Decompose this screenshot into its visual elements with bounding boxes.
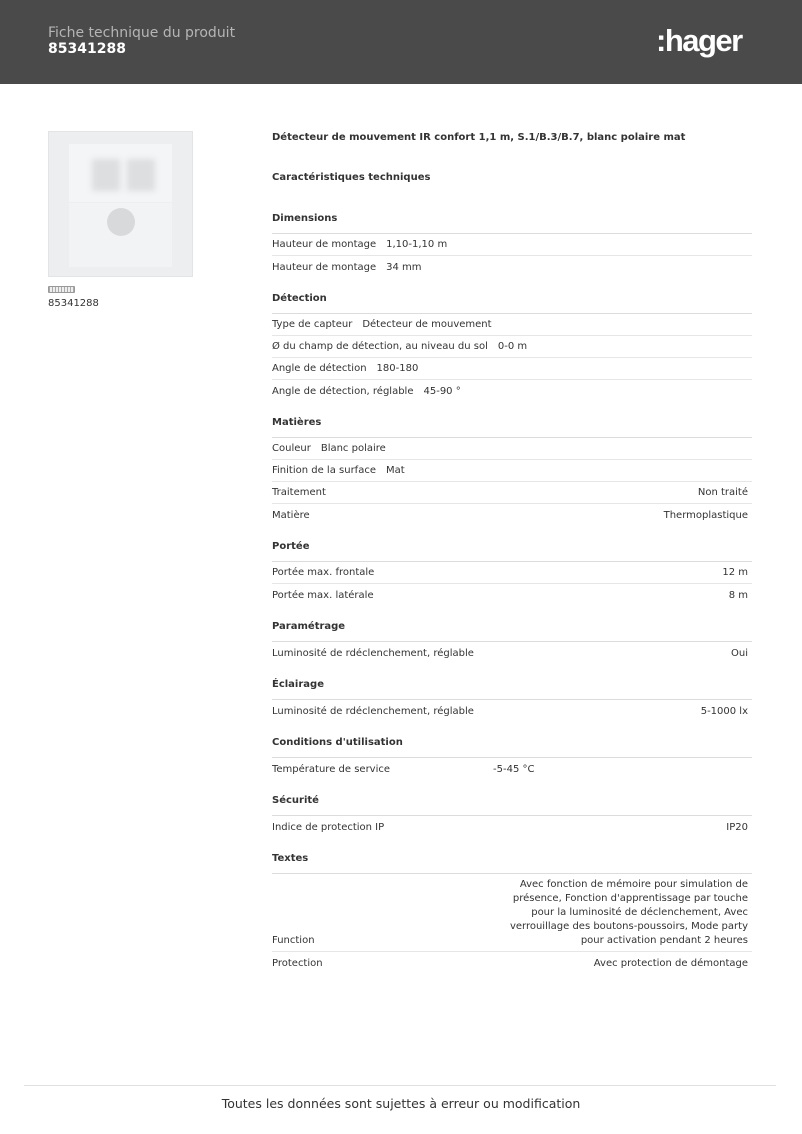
spec-value: IP20 (726, 822, 748, 833)
light-sensor (107, 208, 135, 236)
spec-row (272, 438, 752, 460)
spec-row (272, 642, 752, 664)
spec-value: Détecteur de mouvement (362, 319, 492, 330)
spec-label: Température de service (272, 764, 391, 775)
spec-heading: Caractéristiques techniques (272, 172, 431, 183)
spec-value: Oui (731, 648, 748, 659)
section-title: Paramétrage (272, 619, 752, 642)
hager-logo: :hager (656, 23, 742, 58)
spec-label: Ø du champ de détection, au niveau du sol (272, 341, 488, 352)
section-title: Éclairage (272, 677, 752, 700)
spec-section (272, 211, 752, 278)
spec-section (272, 291, 752, 402)
spec-label: Protection (272, 958, 323, 969)
spec-value: 12 m (722, 567, 748, 578)
footer-divider (24, 1085, 776, 1086)
spec-value: 45-90 ° (423, 386, 461, 397)
product-image (48, 131, 193, 277)
spec-label: Hauteur de montage (272, 239, 377, 250)
section-title: Textes (272, 851, 752, 874)
product-title: Détecteur de mouvement IR confort 1,1 m, S.1/B.3/B.7, blanc polaire mat (272, 132, 686, 143)
section-title: Dimensions (272, 211, 752, 234)
section-title: Détection (272, 291, 752, 314)
spec-value: Thermoplastique (663, 510, 748, 521)
spec-row (272, 336, 752, 358)
spec-label: Couleur (272, 443, 311, 454)
header-subtitle: Fiche technique du produit (48, 25, 236, 41)
spec-value: 180-180 (376, 363, 419, 374)
spec-label: Matière (272, 510, 310, 521)
spec-row (272, 256, 752, 278)
spec-value: Blanc polaire (320, 443, 386, 454)
spec-section (272, 735, 752, 780)
spec-section (272, 415, 752, 526)
spec-value: Non traité (697, 487, 748, 498)
spec-row (272, 562, 752, 584)
spec-value: 0-0 m (497, 341, 528, 352)
spec-row (272, 314, 752, 336)
header-product-number: 85341288 (48, 41, 126, 57)
spec-section (272, 619, 752, 664)
spec-row (272, 816, 752, 838)
header-bar (0, 0, 802, 84)
spec-section (272, 677, 752, 722)
spec-row (272, 700, 752, 722)
spec-row (272, 482, 752, 504)
spec-label: Portée max. frontale (272, 567, 375, 578)
spec-label: Finition de la surface (272, 465, 376, 476)
spec-value: Avec protection de démontage (593, 958, 748, 969)
section-title: Sécurité (272, 793, 752, 816)
spec-label: Angle de détection (272, 363, 367, 374)
spec-label: Angle de détection, réglable (272, 386, 414, 397)
spec-row (272, 504, 752, 526)
section-title: Portée (272, 539, 752, 562)
spec-label: Portée max. latérale (272, 590, 374, 601)
spec-value: 1,10-1,10 m (386, 239, 448, 250)
spec-section (272, 793, 752, 838)
sensor-body (69, 203, 172, 267)
spec-row (272, 380, 752, 402)
spec-content (272, 131, 752, 987)
spec-label: Function (272, 935, 315, 946)
sensor-lens-window (69, 144, 172, 202)
footer-disclaimer: Toutes les données sont sujettes à erreur ou modification (221, 1096, 581, 1111)
spec-label: Type de capteur (272, 319, 353, 330)
spec-row (272, 358, 752, 380)
spec-value: 8 m (728, 590, 748, 601)
spec-row (272, 234, 752, 256)
spec-label: Indice de protection IP (272, 822, 385, 833)
spec-row (272, 874, 752, 952)
spec-value: 5-1000 lx (700, 706, 748, 717)
spec-row (272, 584, 752, 606)
spec-value: -5-45 °C (493, 764, 535, 775)
spec-value: Mat (385, 465, 405, 476)
spec-label: Luminosité de rdéclenchement, réglable (272, 706, 474, 717)
image-caption: 85341288 (48, 298, 99, 309)
spec-row (272, 460, 752, 482)
section-title: Conditions d'utilisation (272, 735, 752, 758)
spec-section (272, 539, 752, 606)
spec-label: Hauteur de montage (272, 262, 377, 273)
spec-label: Luminosité de rdéclenchement, réglable (272, 648, 474, 659)
spec-label: Traitement (272, 487, 326, 498)
spec-value: Avec fonction de mémoire pour simulation de présence, Fonction d'apprentissage par touche pour la luminosité de déclenchement, Avec verrouillage des boutons-poussoirs, Mode party pour activation pendant 2 heures (509, 879, 748, 946)
section-title: Matières (272, 415, 752, 438)
spec-row (272, 758, 752, 780)
screw-icon (48, 286, 75, 293)
spec-value: 34 mm (386, 262, 422, 273)
spec-row (272, 952, 752, 974)
spec-section (272, 851, 752, 974)
spec-sections (272, 211, 752, 974)
